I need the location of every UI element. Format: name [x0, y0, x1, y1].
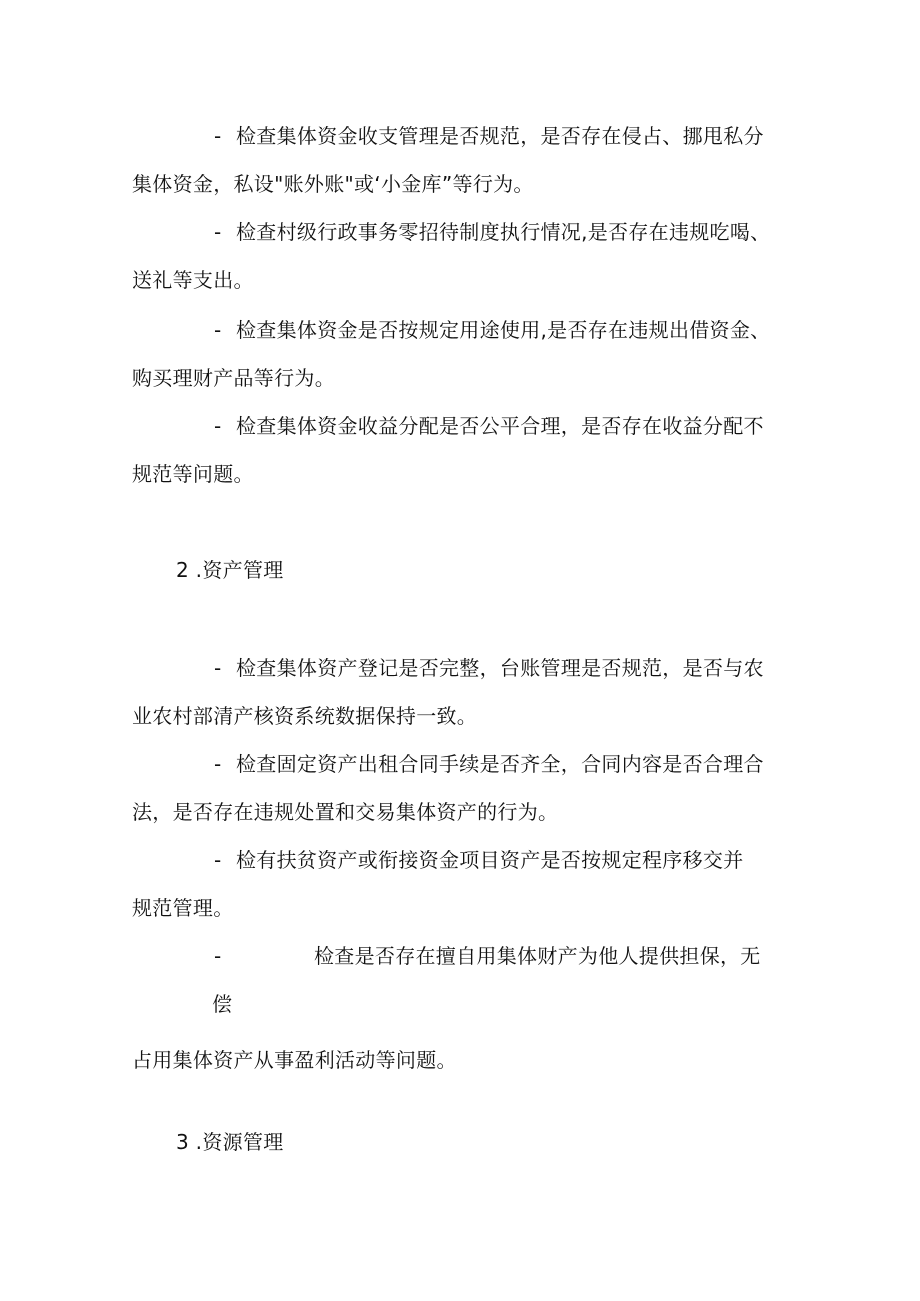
paragraph-line: 规范等问题。	[132, 462, 254, 486]
list-dash: -	[214, 752, 222, 776]
paragraph-line: 送礼等支出。	[132, 268, 254, 292]
paragraph-line: 偿	[212, 992, 233, 1016]
paragraph-line: 检查是否存在擅自用集体财产为他人提供担保，无	[314, 944, 761, 968]
paragraph-line: 业农村部清产核资系统数据保持一致。	[132, 704, 478, 728]
list-dash: -	[214, 944, 222, 968]
paragraph-line: 检查集体资金收益分配是否公平合理，是否存在收益分配不	[236, 414, 764, 438]
list-dash: -	[214, 124, 222, 148]
paragraph-line: 检查集体资金收支管理是否规范，是否存在侵占、挪甩私分	[236, 124, 764, 148]
paragraph-line: 规范管理。	[132, 896, 234, 920]
list-dash: -	[214, 414, 222, 438]
paragraph-line: 检有扶贫资产或衔接资金项目资产是否按规定程序移交并	[236, 848, 744, 872]
paragraph-line: 检查集体资产登记是否完整，台账管理是否规范，是否与农	[236, 656, 764, 680]
list-dash: -	[214, 318, 222, 342]
paragraph-line: 检查村级行政事务零招待制度执行情况,是否存在违规吃喝、	[236, 220, 771, 244]
section-heading: 3 .资源管理	[176, 1130, 284, 1154]
list-dash: -	[214, 656, 222, 680]
paragraph-line: 检查固定资产出租合同手续是否齐全，合同内容是否合理合	[236, 752, 764, 776]
paragraph-line: 检查集体资金是否按规定用途使用,是否存在违规出借资金、	[236, 318, 771, 342]
list-dash: -	[214, 220, 222, 244]
list-dash: -	[214, 848, 222, 872]
paragraph-line: 购买理财产品等行为。	[132, 366, 335, 390]
paragraph-line: 法，是否存在违规处置和交易集体资产的行为。	[132, 800, 559, 824]
paragraph-line: 集体资金，私设"账外账"或‘小金库”等行为。	[132, 172, 534, 196]
paragraph-line: 占用集体资产从事盈利活动等问题。	[132, 1048, 457, 1072]
section-heading: 2 .资产管理	[176, 558, 284, 582]
